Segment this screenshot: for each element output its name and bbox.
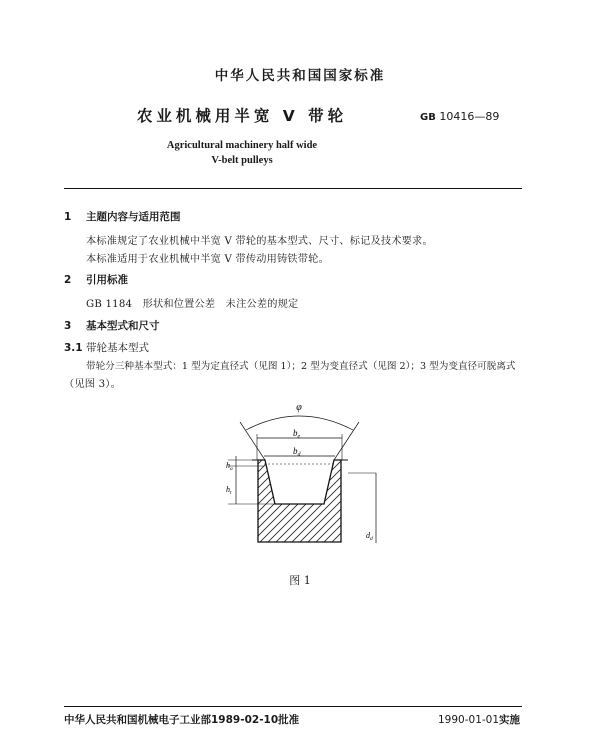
implementation-date: 1990-01-01	[438, 714, 500, 726]
standard-number	[420, 110, 499, 123]
section-2-number: 2	[64, 274, 72, 286]
section-1-paragraph-2: 本标准适用于农业机械中半宽 V 带传动用铸铁带轮。	[86, 254, 329, 265]
section-2-reference: GB 1184 形状和位置公差 未注公差的规定	[86, 299, 299, 310]
bottom-divider	[64, 706, 522, 707]
section-3-1-title: 带轮基本型式	[86, 342, 149, 354]
section-1-number: 1	[64, 211, 72, 223]
section-3-title: 基本型式和尺寸	[86, 320, 160, 332]
standard-prefix: GB	[420, 112, 436, 123]
national-standard-header: 中华人民共和国国家标准	[214, 68, 386, 84]
label-be-main: b	[293, 428, 298, 438]
section-3-1-line-2: （见图 3）。	[64, 379, 121, 390]
section-1-title: 主题内容与适用范围	[86, 211, 181, 223]
english-title-line2: V-belt pulleys	[211, 155, 273, 166]
groove-ext-left	[240, 422, 265, 460]
section-3-heading	[64, 318, 160, 333]
label-ha-main: h	[226, 461, 230, 470]
label-ht	[226, 485, 232, 496]
pulley-cross-section	[258, 460, 341, 542]
implementation-line	[438, 712, 520, 727]
issued-by-line: 中华人民共和国机械电子工业部1989-02-10批准	[64, 714, 300, 726]
section-3-number: 3	[64, 320, 72, 332]
label-bd-sub: d	[297, 452, 301, 458]
phi-arc	[246, 416, 353, 430]
label-ht-main: h	[226, 485, 230, 494]
label-phi: φ	[296, 402, 302, 413]
section-3-1-heading	[64, 340, 149, 355]
label-dd-sub: d	[370, 536, 373, 542]
section-2-title: 引用标准	[86, 274, 128, 286]
label-bd-main: b	[293, 446, 298, 456]
label-ha-sub: a	[230, 466, 233, 472]
groove-ext-right	[334, 422, 359, 460]
implementation-label: 实施	[499, 714, 521, 726]
label-dd	[366, 531, 373, 542]
standard-code: 10416—89	[439, 110, 500, 123]
document-title: 农业机械用半宽 V 带轮	[136, 107, 348, 125]
label-ht-sub: t	[230, 490, 232, 496]
section-2-heading	[64, 272, 128, 287]
section-1-paragraph-1: 本标准规定了农业机械中半宽 V 带轮的基本型式、尺寸、标记及技术要求。	[86, 236, 433, 247]
label-be-sub: e	[297, 434, 301, 440]
english-title-line1: Agricultural machinery half wide	[166, 140, 318, 151]
figure-1-caption: 图 1	[289, 574, 311, 587]
section-3-1-line-1: 带轮分三种基本型式：1 型为定直径式（见图 1）；2 型为变直径式（见图 2）；3 型为变直径可脱离式	[86, 361, 516, 372]
section-3-1-number: 3.1	[64, 342, 83, 354]
section-1-heading	[64, 209, 181, 224]
top-divider	[64, 188, 522, 189]
label-ha	[226, 461, 233, 472]
label-dd-main: d	[366, 531, 370, 540]
figure-1-pulley-drawing	[220, 398, 390, 548]
